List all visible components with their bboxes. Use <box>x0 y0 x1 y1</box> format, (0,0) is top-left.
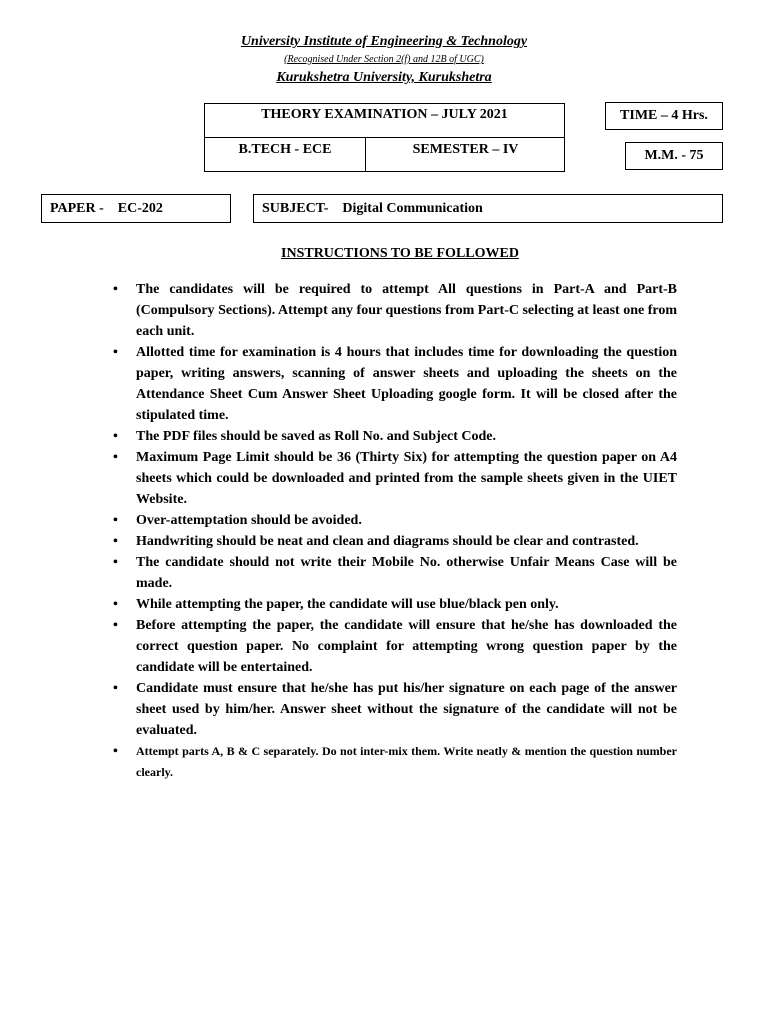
exam-title: THEORY EXAMINATION – JULY 2021 <box>205 104 564 138</box>
exam-details-box <box>204 103 565 172</box>
instruction-item: • Before attempting the paper, the candidate will ensure that he/she has downloaded the correct question paper. No complaint for attempting wrong question paper by the candidate will be entertained. <box>136 615 677 678</box>
instruction-item: • The PDF files should be saved as Roll No. and Subject Code. <box>136 426 677 447</box>
instructions-list <box>136 279 677 783</box>
university-name: Kurukshetra University, Kurukshetra <box>276 70 492 85</box>
instruction-item: • While attempting the paper, the candidate will use blue/black pen only. <box>136 594 677 615</box>
paper-label: PAPER - <box>50 201 104 216</box>
instruction-item: • Over-attemptation should be avoided. <box>136 510 677 531</box>
instruction-item: • The candidate should not write their Mobile No. otherwise Unfair Means Case will be made. <box>136 552 677 594</box>
instruction-item: • Candidate must ensure that he/she has put his/her signature on each page of the answer sheet used by him/her. Answer sheet without the signature of the candidate will not be evaluated. <box>136 678 677 741</box>
max-marks-box: M.M. - 75 <box>625 142 723 170</box>
recognition-note: (Recognised Under Section 2(f) and 12B of UGC) <box>284 54 484 65</box>
subject-name: Digital Communication <box>342 201 483 216</box>
paper-box <box>41 194 231 223</box>
subject-label: SUBJECT- <box>262 201 329 216</box>
time-box: TIME – 4 Hrs. <box>605 102 723 130</box>
course-name: B.TECH - ECE <box>205 138 366 172</box>
instruction-item: • Maximum Page Limit should be 36 (Thirty Six) for attempting the question paper on A4 sheets which could be downloaded and printed from the sample sheets given in the UIET Website. <box>136 447 677 510</box>
subject-box <box>253 194 723 223</box>
instruction-item: • Allotted time for examination is 4 hours that includes time for downloading the question paper, writing answers, scanning of answer sheets and uploading the sheets on the Attendance Sheet Cum Answer Sheet Uploading google form. It will be closed after the stipulated time. <box>136 342 677 426</box>
instruction-item: • Attempt parts A, B & C separately. Do not inter-mix them. Write neatly & mention the question number clearly. <box>136 741 677 783</box>
semester: SEMESTER – IV <box>412 142 519 157</box>
instructions-heading: INSTRUCTIONS TO BE FOLLOWED <box>281 246 519 261</box>
instruction-item: • The candidates will be required to attempt All questions in Part-A and Part-B (Compulsory Sections). Attempt any four questions from Part-C selecting at least one from each unit. <box>136 279 677 342</box>
paper-code: EC-202 <box>117 201 163 216</box>
institute-name: University Institute of Engineering & Technology <box>240 34 528 49</box>
instruction-item: • Handwriting should be neat and clean and diagrams should be clear and contrasted. <box>136 531 677 552</box>
